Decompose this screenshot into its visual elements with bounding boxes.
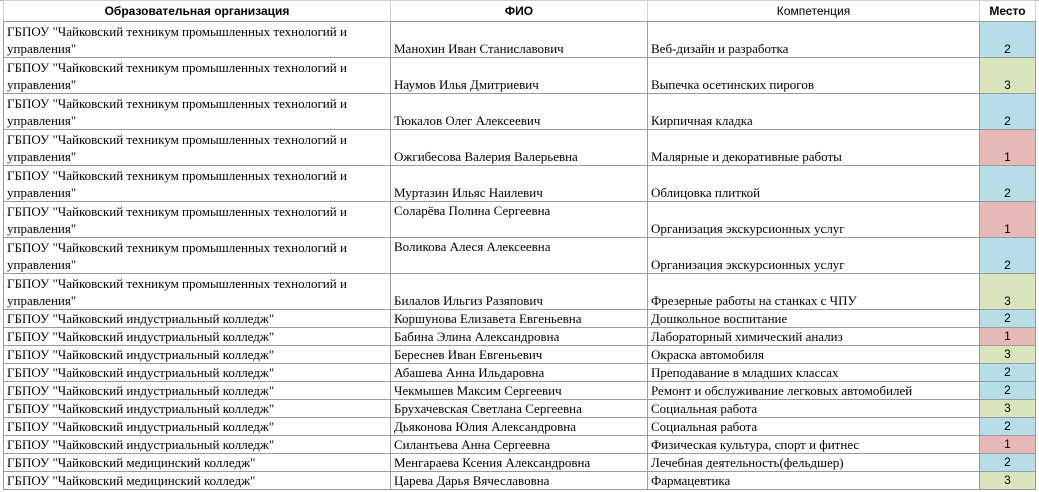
header-competence[interactable]: Компетенция (648, 1, 980, 22)
cell-competence[interactable]: Окраска автомобиля (648, 346, 980, 364)
cell-fio[interactable]: Царева Дарья Вячеславовна (391, 472, 648, 490)
cell-competence[interactable]: Выпечка осетинских пирогов (648, 58, 980, 94)
cell-org[interactable]: ГБПОУ "Чайковский техникум промышленных технологий и управления" (4, 22, 391, 58)
table-row (4, 58, 1036, 94)
table-row (4, 274, 1036, 310)
cell-competence[interactable]: Дошкольное воспитание (648, 310, 980, 328)
cell-place[interactable]: 1 (980, 130, 1036, 166)
table-row (4, 328, 1036, 346)
cell-org[interactable]: ГБПОУ "Чайковский техникум промышленных технологий и управления" (4, 94, 391, 130)
table-row (4, 418, 1036, 436)
cell-org[interactable]: ГБПОУ "Чайковский техникум промышленных технологий и управления" (4, 58, 391, 94)
cell-org[interactable]: ГБПОУ "Чайковский техникум промышленных технологий и управления" (4, 166, 391, 202)
table-row (4, 22, 1036, 58)
cell-place[interactable]: 3 (980, 472, 1036, 490)
header-place[interactable]: Место (980, 1, 1036, 22)
cell-competence[interactable]: Организация экскурсионных услуг (648, 238, 980, 274)
cell-fio[interactable]: Чекмышев Максим Сергеевич (391, 382, 648, 400)
table-row (4, 202, 1036, 238)
cell-org[interactable]: ГБПОУ "Чайковский индустриальный колледж" (4, 364, 391, 382)
table-row (4, 436, 1036, 454)
table-row (4, 166, 1036, 202)
cell-place[interactable]: 3 (980, 58, 1036, 94)
cell-place[interactable]: 2 (980, 94, 1036, 130)
cell-org[interactable]: ГБПОУ "Чайковский индустриальный колледж" (4, 328, 391, 346)
table-row (4, 454, 1036, 472)
cell-org[interactable]: ГБПОУ "Чайковский техникум промышленных технологий и управления" (4, 130, 391, 166)
cell-place[interactable]: 3 (980, 274, 1036, 310)
cell-place[interactable]: 2 (980, 310, 1036, 328)
cell-org[interactable]: ГБПОУ "Чайковский индустриальный колледж" (4, 418, 391, 436)
cell-competence[interactable]: Лабораторный химический анализ (648, 328, 980, 346)
cell-place[interactable]: 3 (980, 346, 1036, 364)
table-row (4, 472, 1036, 490)
cell-place[interactable]: 1 (980, 202, 1036, 238)
cell-competence[interactable]: Веб-дизайн и разработка (648, 22, 980, 58)
cell-fio[interactable]: Бабина Элина Александровна (391, 328, 648, 346)
cell-fio[interactable]: Силантьева Анна Сергеевна (391, 436, 648, 454)
cell-org[interactable]: ГБПОУ "Чайковский техникум промышленных технологий и управления" (4, 238, 391, 274)
cell-place[interactable]: 2 (980, 382, 1036, 400)
table-header (4, 1, 1036, 22)
header-row (4, 1, 1036, 22)
cell-fio[interactable]: Коршунова Елизавета Евгеньевна (391, 310, 648, 328)
cell-fio[interactable]: Менгараева Ксения Александровна (391, 454, 648, 472)
cell-org[interactable]: ГБПОУ "Чайковский индустриальный колледж" (4, 310, 391, 328)
cell-place[interactable]: 2 (980, 364, 1036, 382)
table-row (4, 364, 1036, 382)
cell-fio[interactable]: Брухачевская Светлана Сергеевна (391, 400, 648, 418)
cell-org[interactable]: ГБПОУ "Чайковский индустриальный колледж" (4, 400, 391, 418)
cell-org[interactable]: ГБПОУ "Чайковский индустриальный колледж" (4, 436, 391, 454)
cell-fio[interactable]: Абашева Анна Ильдаровна (391, 364, 648, 382)
cell-fio[interactable]: Береснев Иван Евгеньевич (391, 346, 648, 364)
table-row (4, 400, 1036, 418)
cell-fio[interactable]: Воликова Алеся Алексеевна (391, 238, 648, 274)
table-row (4, 382, 1036, 400)
cell-competence[interactable]: Лечебная деятельность(фельдшер) (648, 454, 980, 472)
cell-competence[interactable]: Фрезерные работы на станках с ЧПУ (648, 274, 980, 310)
cell-competence[interactable]: Социальная работа (648, 400, 980, 418)
cell-org[interactable]: ГБПОУ "Чайковский техникум промышленных технологий и управления" (4, 202, 391, 238)
table-row (4, 310, 1036, 328)
cell-competence[interactable]: Кирпичная кладка (648, 94, 980, 130)
cell-competence[interactable]: Малярные и декоративные работы (648, 130, 980, 166)
cell-fio[interactable]: Наумов Илья Дмитриевич (391, 58, 648, 94)
cell-org[interactable]: ГБПОУ "Чайковский техникум промышленных технологий и управления" (4, 274, 391, 310)
cell-org[interactable]: ГБПОУ "Чайковский индустриальный колледж" (4, 382, 391, 400)
cell-fio[interactable]: Манохин Иван Станиславович (391, 22, 648, 58)
cell-fio[interactable]: Муртазин Ильяс Наилевич (391, 166, 648, 202)
cell-fio[interactable]: Ожгибесова Валерия Валерьевна (391, 130, 648, 166)
cell-place[interactable]: 1 (980, 328, 1036, 346)
cell-competence[interactable]: Физическая культура, спорт и фитнес (648, 436, 980, 454)
cell-place[interactable]: 2 (980, 418, 1036, 436)
table-body (4, 22, 1036, 490)
cell-competence[interactable]: Преподавание в младших классах (648, 364, 980, 382)
cell-org[interactable]: ГБПОУ "Чайковский индустриальный колледж" (4, 346, 391, 364)
cell-place[interactable]: 2 (980, 22, 1036, 58)
cell-place[interactable]: 2 (980, 166, 1036, 202)
header-org[interactable]: Образовательная организация (4, 1, 391, 22)
cell-competence[interactable]: Фармацевтика (648, 472, 980, 490)
table-row (4, 94, 1036, 130)
cell-competence[interactable]: Социальная работа (648, 418, 980, 436)
cell-place[interactable]: 2 (980, 454, 1036, 472)
cell-fio[interactable]: Билалов Ильгиз Разяпович (391, 274, 648, 310)
header-fio[interactable]: ФИО (391, 1, 648, 22)
cell-place[interactable]: 1 (980, 436, 1036, 454)
table-row (4, 238, 1036, 274)
cell-fio[interactable]: Тюкалов Олег Алексеевич (391, 94, 648, 130)
cell-competence[interactable]: Организация экскурсионных услуг (648, 202, 980, 238)
cell-competence[interactable]: Облицовка плиткой (648, 166, 980, 202)
cell-org[interactable]: ГБПОУ "Чайковский медицинский колледж" (4, 472, 391, 490)
table-row (4, 346, 1036, 364)
results-table (3, 0, 1036, 490)
table-row (4, 130, 1036, 166)
cell-org[interactable]: ГБПОУ "Чайковский медицинский колледж" (4, 454, 391, 472)
cell-fio[interactable]: Соларёва Полина Сергеевна (391, 202, 648, 238)
cell-fio[interactable]: Дьяконова Юлия Александровна (391, 418, 648, 436)
cell-place[interactable]: 3 (980, 400, 1036, 418)
cell-competence[interactable]: Ремонт и обслуживание легковых автомобилей (648, 382, 980, 400)
cell-place[interactable]: 2 (980, 238, 1036, 274)
